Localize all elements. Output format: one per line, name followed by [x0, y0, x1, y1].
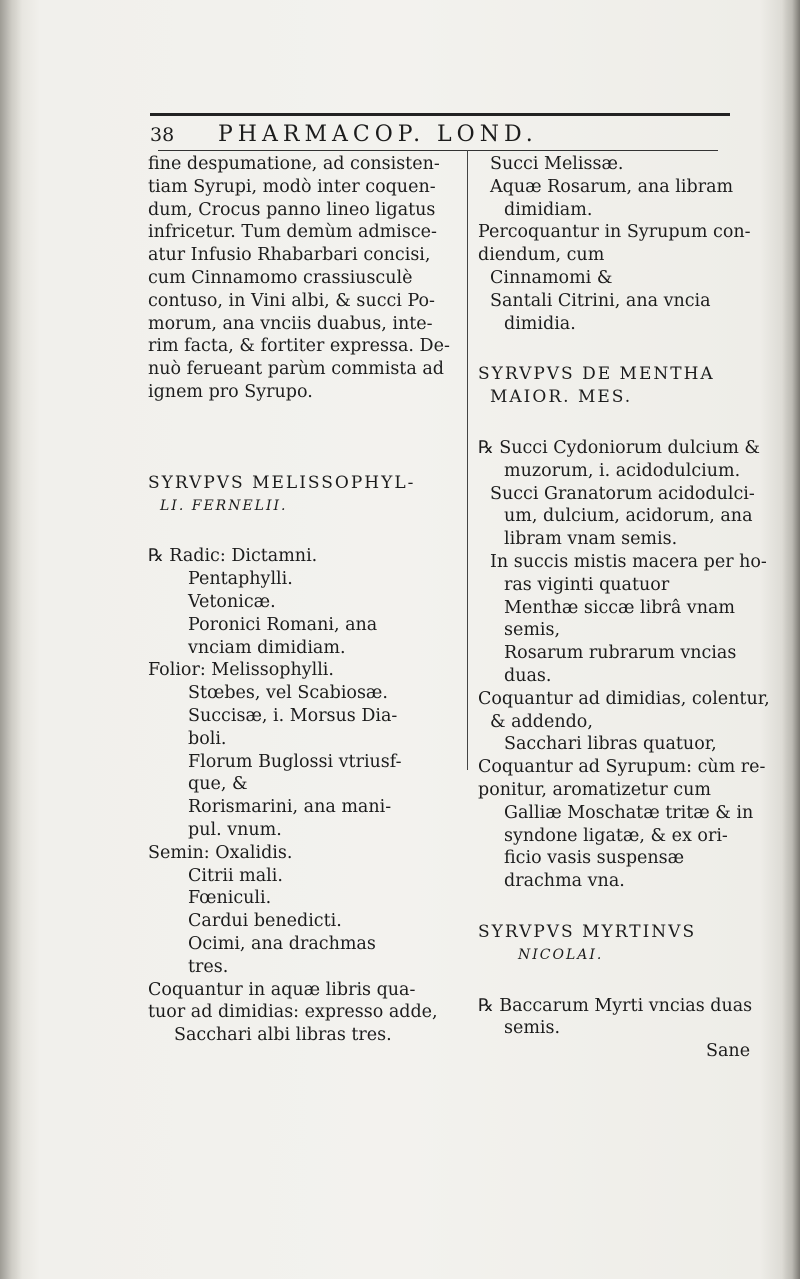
recipe-heading: SYRVPVS MELISSOPHYL-: [148, 472, 416, 493]
text-line: dum, Crocus panno lineo ligatus: [148, 199, 436, 220]
text-line: Sacchari albi libras tres.: [174, 1025, 392, 1046]
text-line: ponitur, aromatizetur cum: [478, 779, 711, 800]
text-line: tres.: [188, 956, 229, 977]
text-line: Fœniculi.: [188, 888, 272, 909]
text-line: tiam Syrupi, modò inter coquen-: [148, 176, 436, 197]
text-line: ℞ Baccarum Myrti vncias duas: [478, 995, 753, 1016]
left-column: [148, 153, 460, 1047]
right-column: [478, 153, 768, 1063]
text-line: boli.: [188, 728, 227, 749]
text-line: fine despumatione, ad consisten-: [148, 154, 440, 174]
text-line: dimidiam.: [504, 199, 593, 220]
page-gutter-left: [0, 0, 22, 1279]
text-line: pul. vnum.: [188, 819, 282, 840]
page-header: [40, 122, 760, 148]
text-line: Coquantur ad dimidias, colentur,: [478, 688, 770, 709]
text-line: diendum, cum: [478, 245, 605, 266]
recipe-subheading: NICOLAI.: [518, 946, 604, 963]
text-line: Rorismarini, ana mani-: [188, 797, 392, 818]
text-line: Succi Granatorum acidodulci-: [490, 483, 755, 504]
text-line: ras viginti quatuor: [504, 574, 670, 595]
recipe-subheading: MAIOR. MES.: [490, 387, 633, 408]
spacer: [478, 893, 768, 921]
text-line: Percoquantur in Syrupum con-: [478, 222, 751, 243]
spacer: [148, 404, 460, 438]
page-number: 38: [150, 124, 175, 146]
text-line: tuor ad dimidias: expresso adde,: [148, 1002, 438, 1023]
text-line: Succi Melissæ.: [490, 154, 624, 174]
text-line: semis.: [504, 1018, 561, 1039]
recipe-heading: SYRVPVS DE MENTHA: [478, 364, 715, 385]
text-line: Ocimi, ana drachmas: [188, 933, 376, 954]
text-line: libram vnam semis.: [504, 529, 678, 550]
text-line: Vetonicæ.: [188, 591, 276, 612]
text-line: ℞ Succi Cydoniorum dulcium &: [478, 437, 760, 458]
text-line: duas.: [504, 665, 552, 686]
recipe-subheading: LI. FERNELII.: [160, 497, 288, 514]
text-line: um, dulcium, acidorum, ana: [504, 506, 753, 527]
text-line: Stœbes, vel Scabiosæ.: [188, 683, 388, 704]
text-line: ℞ Radic: Dictamni.: [148, 546, 318, 567]
spacer: [478, 967, 768, 995]
spacer: [478, 335, 768, 363]
text-line: vnciam dimidiam.: [188, 637, 346, 658]
running-title: PHARMACOP. LOND.: [218, 122, 538, 147]
text-line: morum, ana vnciis duabus, inte-: [148, 313, 433, 334]
text-line: Pentaphylli.: [188, 569, 293, 590]
text-line: nuò ferueant parùm commista ad: [148, 359, 444, 380]
text-line: que, &: [188, 774, 248, 795]
header-rule: [158, 150, 718, 151]
text-line: dimidia.: [504, 313, 576, 334]
spacer: [478, 409, 768, 437]
catchword: Sane: [706, 1041, 751, 1062]
text-line: Poronici Romani, ana: [188, 614, 378, 635]
text-line: infricetur. Tum demùm admisce-: [148, 222, 437, 243]
top-rule: [150, 113, 730, 116]
text-line: ignem pro Syrupo.: [148, 381, 313, 402]
spacer: [148, 438, 460, 472]
text-line: Aquæ Rosarum, ana libram: [490, 176, 734, 197]
text-line: In succis mistis macera per ho-: [490, 551, 767, 572]
recipe-heading: SYRVPVS MYRTINVS: [478, 921, 697, 942]
text-line: & addendo,: [490, 711, 593, 732]
column-divider: [467, 150, 468, 770]
text-line: Folior: Melissophylli.: [148, 660, 334, 681]
text-line: atur Infusio Rhabarbari concisi,: [148, 245, 431, 266]
spacer: [148, 517, 460, 545]
text-line: drachma vna.: [504, 871, 625, 892]
text-line: Menthæ siccæ librâ vnam: [504, 597, 735, 618]
text-line: Citrii mali.: [188, 865, 283, 886]
text-line: Galliæ Moschatæ tritæ & in: [504, 802, 754, 823]
page-edge-right: [782, 0, 800, 1279]
text-line: Rosarum rubrarum vncias: [504, 643, 737, 664]
text-line: ficio vasis suspensæ: [504, 848, 685, 869]
text-line: Coquantur in aquæ libris qua-: [148, 979, 416, 1000]
text-line: Succisæ, i. Morsus Dia-: [188, 705, 398, 726]
text-line: Sacchari libras quatuor,: [504, 734, 717, 755]
text-line: muzorum, i. acidodulcium.: [504, 460, 741, 481]
text-line: cum Cinnamomo crassiusculè: [148, 267, 413, 288]
text-line: Cardui benedicti.: [188, 911, 342, 932]
text-line: Coquantur ad Syrupum: cùm re-: [478, 757, 766, 778]
text-line: contuso, in Vini albi, & succi Po-: [148, 290, 435, 311]
text-line: Florum Buglossi vtriusf-: [188, 751, 402, 772]
text-line: Cinnamomi &: [490, 267, 613, 288]
text-line: syndone ligatæ, & ex ori-: [504, 825, 728, 846]
text-line: Semin: Oxalidis.: [148, 842, 293, 863]
text-line: semis,: [504, 620, 561, 641]
text-line: Santali Citrini, ana vncia: [490, 290, 711, 311]
text-line: rim facta, & fortiter expressa. De-: [148, 336, 450, 357]
